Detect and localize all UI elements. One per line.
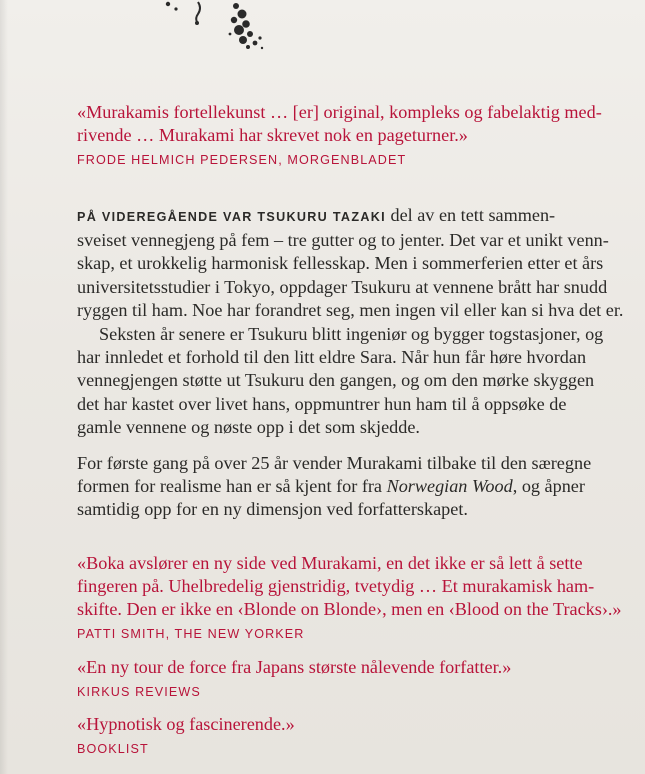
summary-paragraph-3 <box>77 452 637 522</box>
book-summary <box>77 204 637 522</box>
review-quote-booklist <box>77 713 637 757</box>
quote-attribution: PATTI SMITH, THE NEW YORKER <box>77 627 305 641</box>
page-edge-shadow <box>0 0 8 774</box>
summary-paragraph-1 <box>77 204 637 322</box>
summary-paragraph-2-text: Seksten år senere er Tsukuru blitt ingeniør og bygger togstasjoner, og har innledet et forhold til den litt eldre Sara. Når hun får høre hvordan vennegjengen støtte ut Tsukuru den gangen, og om den mørke skyggen det har kastet over livet hans, oppmuntrer hun ham til å oppsøke de gamle vennene og nøste opp i det som skjedde. <box>77 324 604 437</box>
summary-paragraph-2 <box>77 323 637 439</box>
quote-text: «Hypnotisk og fascinerende.» <box>77 714 295 734</box>
quote-text: «Boka avslører en ny side ved Murakami, en det ikke er så lett å sette fingeren på. Uhelbredelig gjenstridig, tvetydig … Et murakamisk ham- skifte. Den er ikke en ‹Blonde on Blonde›, men en ‹Blood on the Tracks›.» <box>77 553 622 619</box>
book-title-reference: Norwegian Wood <box>386 476 513 497</box>
quote-text: «Murakamis fortellekunst … [er] original, kompleks og fabelaktig med- rivende … Murakami har skrevet nok en pageturner.» <box>77 102 602 145</box>
quote-attribution: BOOKLIST <box>77 742 149 756</box>
summary-lead-in: PÅ VIDEREGÅENDE VAR TSUKURU TAZAKI <box>77 210 386 224</box>
review-quote-top <box>77 101 637 168</box>
quote-attribution: KIRKUS REVIEWS <box>77 685 201 699</box>
quote-text: «En ny tour de force fra Japans største nålevende forfatter.» <box>77 657 512 677</box>
summary-paragraph-3-text-b: , og åpner samtidig opp for en ny dimensjon ved forfatterskapet. <box>77 476 585 520</box>
review-quote-patti-smith <box>77 552 637 642</box>
summary-paragraph-1-text: del av en tett sammen- sveiset vennegjeng på fem – tre gutter og to jenter. Det var et unikt venn- skap, et urokkelig harmonisk fellesskap. Men i sommerferien etter et års universitetsstudier i Tokyo, oppdager Tsukuru at vennene brått har snudd ryggen til ham. Noe har forandret seg, men ingen vil eller kan si hva det er. <box>77 205 624 320</box>
summary-paragraph-3-text-a: For første gang på over 25 år vender Murakami tilbake til den særegne formen for realisme han er så kjent for fra <box>77 453 592 497</box>
ink-illustration-fragment <box>140 0 280 60</box>
review-quote-kirkus <box>77 656 637 700</box>
quote-attribution: FRODE HELMICH PEDERSEN, MORGENBLADET <box>77 153 407 167</box>
